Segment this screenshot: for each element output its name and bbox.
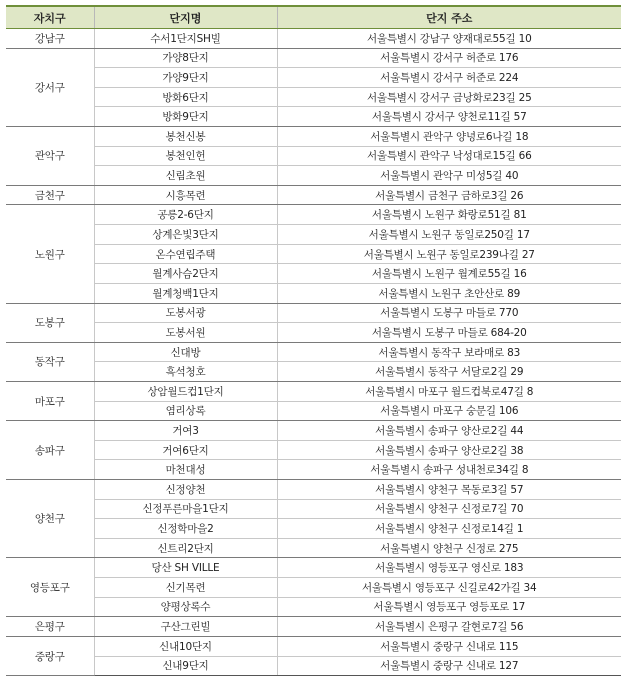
complex-address-cell: 서울특별시 영등포구 영신로 183 xyxy=(277,558,621,578)
table-row xyxy=(6,519,621,539)
complex-name-cell: 흑석청호 xyxy=(94,362,277,382)
table-row xyxy=(6,421,621,441)
header-complex-name: 단지명 xyxy=(94,6,277,29)
table-row xyxy=(6,558,621,578)
table-row xyxy=(6,185,621,205)
table-body xyxy=(6,29,621,676)
complex-name-cell: 방화9단지 xyxy=(94,107,277,127)
district-cell: 은평구 xyxy=(6,617,94,637)
complex-name-cell: 신정학마을2 xyxy=(94,519,277,539)
complex-name-cell: 공릉2-6단지 xyxy=(94,205,277,225)
complex-address-cell: 서울특별시 노원구 월계로55길 16 xyxy=(277,264,621,284)
complex-address-cell: 서울특별시 금천구 금하로3길 26 xyxy=(277,185,621,205)
table-row xyxy=(6,29,621,49)
complex-name-cell: 방화6단지 xyxy=(94,87,277,107)
table-row xyxy=(6,68,621,88)
table-row xyxy=(6,342,621,362)
complex-address-cell: 서울특별시 도봉구 마들로 770 xyxy=(277,303,621,323)
complex-address-cell: 서울특별시 영등포구 신길로42가길 34 xyxy=(277,578,621,598)
table-row xyxy=(6,146,621,166)
complex-name-cell: 신정푸른마을1단지 xyxy=(94,499,277,519)
complex-address-cell: 서울특별시 강서구 금낭화로23길 25 xyxy=(277,87,621,107)
complex-address-cell: 서울특별시 송파구 양산로2길 44 xyxy=(277,421,621,441)
complex-address-cell: 서울특별시 노원구 동일로239나길 27 xyxy=(277,244,621,264)
complex-address-cell: 서울특별시 노원구 화랑로51길 81 xyxy=(277,205,621,225)
district-cell: 마포구 xyxy=(6,381,94,420)
complex-name-cell: 도봉서원 xyxy=(94,323,277,343)
complex-address-cell: 서울특별시 관악구 양녕로6나길 18 xyxy=(277,127,621,147)
table-row xyxy=(6,48,621,68)
complex-address-cell: 서울특별시 노원구 초안산로 89 xyxy=(277,283,621,303)
complex-name-cell: 거여6단지 xyxy=(94,440,277,460)
table-row xyxy=(6,107,621,127)
table-row xyxy=(6,499,621,519)
complex-name-cell: 신림초원 xyxy=(94,166,277,186)
district-cell: 동작구 xyxy=(6,342,94,381)
table-row xyxy=(6,401,621,421)
complex-name-cell: 양평상록수 xyxy=(94,597,277,617)
complex-address-cell: 서울특별시 양천구 신정로14길 1 xyxy=(277,519,621,539)
complex-name-cell: 봉천신봉 xyxy=(94,127,277,147)
district-cell: 영등포구 xyxy=(6,558,94,617)
complex-address-cell: 서울특별시 마포구 숭문길 106 xyxy=(277,401,621,421)
complex-address-cell: 서울특별시 동작구 서달로2길 29 xyxy=(277,362,621,382)
complex-name-cell: 시흥목련 xyxy=(94,185,277,205)
complex-address-cell: 서울특별시 강서구 양천로11길 57 xyxy=(277,107,621,127)
header-district: 자치구 xyxy=(6,6,94,29)
table-row xyxy=(6,381,621,401)
complex-address-cell: 서울특별시 관악구 낙성대로15길 66 xyxy=(277,146,621,166)
table-row xyxy=(6,323,621,343)
complex-name-cell: 신내9단지 xyxy=(94,656,277,676)
complex-address-cell: 서울특별시 양천구 신정로 275 xyxy=(277,538,621,558)
complex-name-cell: 신대방 xyxy=(94,342,277,362)
complex-name-cell: 상암월드컵1단지 xyxy=(94,381,277,401)
complex-address-cell: 서울특별시 관악구 미성5길 40 xyxy=(277,166,621,186)
table-row xyxy=(6,617,621,637)
table-row xyxy=(6,264,621,284)
complex-address-cell: 서울특별시 송파구 양산로2길 38 xyxy=(277,440,621,460)
complex-name-cell: 당산 SH VILLE xyxy=(94,558,277,578)
complex-name-cell: 염리상록 xyxy=(94,401,277,421)
table-row xyxy=(6,362,621,382)
complex-name-cell: 온수연립주택 xyxy=(94,244,277,264)
complex-address-cell: 서울특별시 송파구 성내천로34길 8 xyxy=(277,460,621,480)
table-row xyxy=(6,578,621,598)
table-row xyxy=(6,87,621,107)
table-row xyxy=(6,244,621,264)
table-row xyxy=(6,636,621,656)
complex-address-cell: 서울특별시 영등포구 영등포로 17 xyxy=(277,597,621,617)
complex-name-cell: 월계청백1단지 xyxy=(94,283,277,303)
table-row xyxy=(6,656,621,676)
complex-address-cell: 서울특별시 동작구 보라매로 83 xyxy=(277,342,621,362)
district-cell: 송파구 xyxy=(6,421,94,480)
complex-name-cell: 가양9단지 xyxy=(94,68,277,88)
complex-address-cell: 서울특별시 중랑구 신내로 115 xyxy=(277,636,621,656)
housing-complex-table xyxy=(6,5,621,676)
complex-address-cell: 서울특별시 은평구 갈현로7길 56 xyxy=(277,617,621,637)
table-row xyxy=(6,283,621,303)
table-row xyxy=(6,225,621,245)
district-cell: 강서구 xyxy=(6,48,94,126)
table-row xyxy=(6,460,621,480)
table-row xyxy=(6,538,621,558)
district-cell: 금천구 xyxy=(6,185,94,205)
table-row xyxy=(6,597,621,617)
complex-name-cell: 도봉서광 xyxy=(94,303,277,323)
complex-name-cell: 신내10단지 xyxy=(94,636,277,656)
complex-name-cell: 봉천인헌 xyxy=(94,146,277,166)
complex-name-cell: 신기목련 xyxy=(94,578,277,598)
table-header-row xyxy=(6,6,621,29)
district-cell: 강남구 xyxy=(6,29,94,49)
complex-name-cell: 구산그린빌 xyxy=(94,617,277,637)
complex-address-cell: 서울특별시 노원구 동일로250길 17 xyxy=(277,225,621,245)
complex-address-cell: 서울특별시 강남구 양재대로55길 10 xyxy=(277,29,621,49)
table-row xyxy=(6,205,621,225)
complex-address-cell: 서울특별시 마포구 월드컵북로47길 8 xyxy=(277,381,621,401)
complex-name-cell: 거여3 xyxy=(94,421,277,441)
header-complex-address: 단지 주소 xyxy=(277,6,621,29)
complex-address-cell: 서울특별시 중랑구 신내로 127 xyxy=(277,656,621,676)
district-cell: 노원구 xyxy=(6,205,94,303)
table-row xyxy=(6,440,621,460)
complex-address-cell: 서울특별시 도봉구 마들로 684-20 xyxy=(277,323,621,343)
district-cell: 중랑구 xyxy=(6,636,94,675)
complex-name-cell: 가양8단지 xyxy=(94,48,277,68)
complex-address-cell: 서울특별시 양천구 목동로3길 57 xyxy=(277,480,621,500)
district-cell: 관악구 xyxy=(6,127,94,186)
district-cell: 도봉구 xyxy=(6,303,94,342)
complex-name-cell: 마천대성 xyxy=(94,460,277,480)
table-row xyxy=(6,127,621,147)
table-row xyxy=(6,480,621,500)
complex-name-cell: 상계은빛3단지 xyxy=(94,225,277,245)
district-cell: 양천구 xyxy=(6,480,94,558)
housing-complex-table-container xyxy=(6,5,621,676)
complex-address-cell: 서울특별시 강서구 허준로 176 xyxy=(277,48,621,68)
complex-name-cell: 월계사슴2단지 xyxy=(94,264,277,284)
complex-name-cell: 신정양천 xyxy=(94,480,277,500)
table-row xyxy=(6,303,621,323)
table-row xyxy=(6,166,621,186)
complex-name-cell: 수서1단지SH빌 xyxy=(94,29,277,49)
complex-address-cell: 서울특별시 강서구 허준로 224 xyxy=(277,68,621,88)
complex-address-cell: 서울특별시 양천구 신정로7길 70 xyxy=(277,499,621,519)
complex-name-cell: 신트리2단지 xyxy=(94,538,277,558)
